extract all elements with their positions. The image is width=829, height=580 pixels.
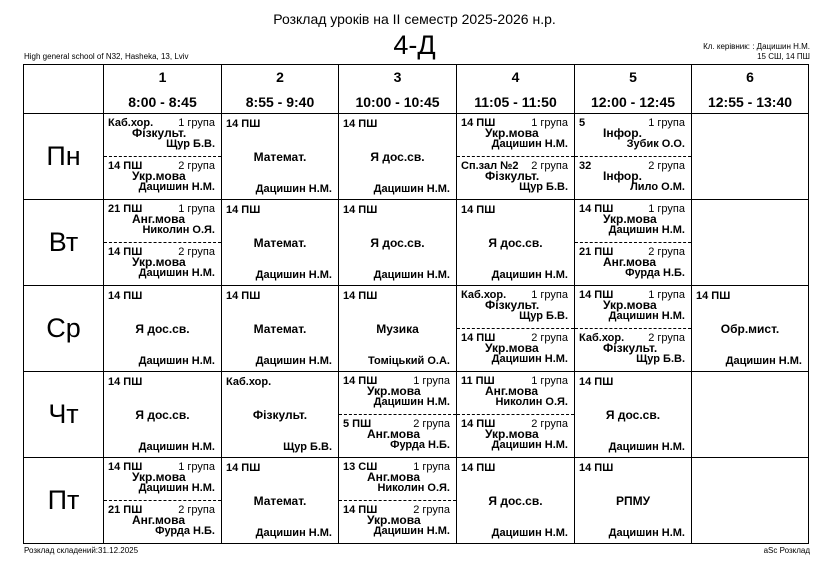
lesson-teacher: Фурда Н.Б. xyxy=(155,525,215,537)
lesson-subject: Анг.мова xyxy=(485,384,538,398)
lesson-room: 14 ПШ xyxy=(226,118,261,130)
period-number: 3 xyxy=(393,69,402,85)
lesson-teacher: Томіцький О.А. xyxy=(367,355,450,367)
period-time: 8:00 - 8:45 xyxy=(128,94,197,110)
lesson-subject: Укр.мова xyxy=(367,384,421,398)
lesson-subject: Я дос.св. xyxy=(370,236,425,250)
lesson-teacher: Дацишин Н.М. xyxy=(138,267,215,279)
lesson-teacher: Щур Б.В. xyxy=(166,138,215,150)
lesson-subject: Анг.мова xyxy=(367,470,420,484)
lesson-group: 1 група xyxy=(531,117,568,129)
period-header xyxy=(575,65,692,114)
lesson-subject: Математ. xyxy=(253,322,307,336)
lesson-group: 1 група xyxy=(413,461,450,473)
group-lesson xyxy=(104,157,221,199)
period-time: 11:05 - 11:50 xyxy=(474,94,557,110)
period-number: 6 xyxy=(746,69,754,85)
lesson-teacher: Фурда Н.Б. xyxy=(390,439,450,451)
lesson-group: 1 група xyxy=(648,117,685,129)
period-time: 8:55 - 9:40 xyxy=(245,94,315,110)
lesson-group: 1 група xyxy=(648,289,685,301)
lesson-room: 21 ПШ xyxy=(108,203,143,215)
lesson xyxy=(457,458,574,543)
lesson-room: 14 ПШ xyxy=(343,504,378,516)
group-lesson xyxy=(575,157,691,199)
lesson-room: 14 ПШ xyxy=(696,290,731,302)
lesson-group: 1 група xyxy=(178,117,215,129)
lesson-cell xyxy=(575,286,692,372)
school-name: High general school of N32, Hasheka, 13, Lviv xyxy=(24,52,189,61)
lesson-room: 14 ПШ xyxy=(461,117,496,129)
lesson-subject: Анг.мова xyxy=(603,255,656,269)
lesson-room: 14 ПШ xyxy=(108,246,143,258)
lesson-room: 14 ПШ xyxy=(461,332,496,344)
lesson-subject: РПМУ xyxy=(615,494,651,508)
lesson-subject: Я дос.св. xyxy=(488,236,543,250)
lesson-room: 32 xyxy=(579,160,592,172)
lesson-group: 1 група xyxy=(531,289,568,301)
lesson-teacher: Николин О.Я. xyxy=(142,224,215,236)
lesson-room: 14 ПШ xyxy=(579,376,614,388)
group-lesson xyxy=(339,458,456,501)
period-number: 1 xyxy=(158,69,167,85)
lesson-teacher: Дацишин Н.М. xyxy=(491,138,568,150)
lesson-subject: Укр.мова xyxy=(132,470,186,484)
lesson-group: 2 група xyxy=(648,160,685,172)
group-lesson xyxy=(457,286,574,329)
lesson xyxy=(339,200,456,285)
lesson-cell xyxy=(339,200,457,286)
lesson-teacher: Зубик О.О. xyxy=(626,138,685,150)
lesson-teacher: Дацишин Н.М. xyxy=(373,269,450,281)
lesson-room: 14 ПШ xyxy=(108,461,143,473)
lesson-room: 14 ПШ xyxy=(343,375,378,387)
period-number: 2 xyxy=(276,69,284,85)
group-lesson xyxy=(339,501,456,543)
lesson-subject: Я дос.св. xyxy=(135,408,190,422)
lesson-teacher: Дацишин Н.М. xyxy=(491,269,568,281)
corner-cell xyxy=(24,65,104,114)
day-label: Ср xyxy=(24,286,104,372)
lesson-cell xyxy=(692,458,809,544)
lesson-room: 14 ПШ xyxy=(226,462,261,474)
group-lesson xyxy=(104,501,221,543)
lesson-room: 14 ПШ xyxy=(226,290,261,302)
group-lesson xyxy=(457,114,574,157)
period-number: 5 xyxy=(629,69,637,85)
lesson-group: 2 група xyxy=(178,160,215,172)
lesson xyxy=(222,200,338,285)
lesson-cell xyxy=(222,200,339,286)
day-label: Чт xyxy=(24,372,104,458)
class-teacher-info xyxy=(703,42,810,62)
lesson-room: 14 ПШ xyxy=(461,418,496,430)
lesson-subject: Я дос.св. xyxy=(135,322,190,336)
lesson xyxy=(104,372,221,457)
lesson-group: 2 група xyxy=(413,418,450,430)
group-lesson xyxy=(575,243,691,285)
lesson xyxy=(339,114,456,199)
lesson-cell xyxy=(222,372,339,458)
period-time: 10:00 - 10:45 xyxy=(355,94,440,110)
day-row xyxy=(24,286,809,372)
day-row xyxy=(24,372,809,458)
lesson-room: 14 ПШ xyxy=(461,204,496,216)
group-lesson xyxy=(575,329,691,371)
lesson-room: 14 ПШ xyxy=(343,290,378,302)
lesson-subject: Музика xyxy=(376,322,419,336)
lesson-subject: Укр.мова xyxy=(485,341,539,355)
lesson-subject: Укр.мова xyxy=(603,212,657,226)
lesson-room: 14 ПШ xyxy=(226,204,261,216)
lesson xyxy=(104,286,221,371)
lesson-cell xyxy=(339,458,457,544)
lesson-room: 13 СШ xyxy=(343,461,378,473)
lesson-cell xyxy=(104,286,222,372)
lesson-room: Каб.хор. xyxy=(461,289,507,301)
lesson-subject: Інфор. xyxy=(603,126,642,140)
lesson-subject: Анг.мова xyxy=(132,513,185,527)
lesson-group: 2 група xyxy=(531,332,568,344)
lesson-cell xyxy=(104,372,222,458)
lesson-group: 1 група xyxy=(178,203,215,215)
lesson-subject: Фізкульт. xyxy=(485,169,540,183)
lesson-teacher: Щур Б.В. xyxy=(519,181,568,193)
lesson-cell xyxy=(457,458,575,544)
lesson-cell xyxy=(692,286,809,372)
lesson-teacher: Дацишин Н.М. xyxy=(608,441,685,453)
day-row xyxy=(24,114,809,200)
lesson-teacher: Николин О.Я. xyxy=(495,396,568,408)
lesson-teacher: Дацишин Н.М. xyxy=(373,396,450,408)
lesson-cell xyxy=(692,114,809,200)
lesson-group: 1 група xyxy=(178,461,215,473)
lesson-group: 1 група xyxy=(413,375,450,387)
lesson-subject: Фізкульт. xyxy=(485,298,540,312)
lesson-subject: Фізкульт. xyxy=(252,408,308,422)
lesson-room: 14 ПШ xyxy=(343,204,378,216)
lesson xyxy=(575,458,691,543)
period-number: 4 xyxy=(511,69,520,85)
lesson-teacher: Дацишин Н.М. xyxy=(608,310,685,322)
page-title: Розклад уроків на ІІ семестр 2025-2026 н.р. xyxy=(273,11,556,27)
lesson-teacher: Щур Б.В. xyxy=(283,441,332,453)
lesson-teacher: Дацишин Н.М. xyxy=(608,224,685,236)
lesson-group: 2 група xyxy=(413,504,450,516)
lesson-cell xyxy=(457,200,575,286)
lesson-teacher: Дацишин Н.М. xyxy=(725,355,802,367)
lesson-subject: Я дос.св. xyxy=(370,150,425,164)
lesson-teacher: Дацишин Н.М. xyxy=(255,355,332,367)
lesson-cell xyxy=(575,200,692,286)
lesson-cell xyxy=(222,458,339,544)
lesson-cell xyxy=(457,114,575,200)
lesson-subject: Укр.мова xyxy=(485,126,539,140)
lesson-teacher: Фурда Н.Б. xyxy=(625,267,685,279)
lesson-subject: Фізкульт. xyxy=(603,341,658,355)
lesson-subject: Я дос.св. xyxy=(605,408,661,422)
lesson-cell xyxy=(575,114,692,200)
created-date: Розклад складений:31.12.2025 xyxy=(24,546,139,555)
lesson-teacher: Дацишин Н.М. xyxy=(491,353,568,365)
lesson-room: 14 ПШ xyxy=(579,289,614,301)
lesson-room: Каб.хор. xyxy=(226,376,272,388)
lesson-cell xyxy=(575,458,692,544)
group-lesson xyxy=(575,114,691,157)
group-lesson xyxy=(575,200,691,243)
lesson-cell xyxy=(339,372,457,458)
lesson-teacher: Дацишин Н.М. xyxy=(373,525,450,537)
lesson-room: Каб.хор. xyxy=(108,117,154,129)
group-lesson xyxy=(457,157,574,199)
period-header-row xyxy=(24,65,809,114)
lesson-teacher: Щур Б.В. xyxy=(636,353,685,365)
lesson-room: 21 ПШ xyxy=(579,246,614,258)
day-row xyxy=(24,200,809,286)
lesson-teacher: Дацишин Н.М. xyxy=(373,183,450,195)
period-header xyxy=(222,65,339,114)
lesson xyxy=(339,286,456,371)
lesson-teacher: Лило О.М. xyxy=(630,181,685,193)
lesson-teacher: Дацишин Н.М. xyxy=(608,527,685,539)
lesson-subject: Укр.мова xyxy=(485,427,539,441)
lesson-teacher: Дацишин Н.М. xyxy=(255,183,332,195)
lesson-teacher: Дацишин Н.М. xyxy=(138,482,215,494)
class-name: 4-Д xyxy=(393,30,436,60)
class-rooms: 15 СШ, 14 ПШ xyxy=(757,52,810,61)
group-lesson xyxy=(457,372,574,415)
lesson-group: 2 група xyxy=(178,246,215,258)
lesson-cell xyxy=(575,372,692,458)
lesson xyxy=(222,286,338,371)
lesson-teacher: Дацишин Н.М. xyxy=(491,439,568,451)
lesson xyxy=(222,458,338,543)
group-lesson xyxy=(457,415,574,457)
lesson-room: 14 ПШ xyxy=(579,203,614,215)
app-credit: aSc Розклад xyxy=(763,546,810,555)
lesson-teacher: Дацишин Н.М. xyxy=(138,441,215,453)
lesson-subject: Математ. xyxy=(253,494,307,508)
lesson-group: 2 група xyxy=(648,332,685,344)
lesson-subject: Інфор. xyxy=(603,169,642,183)
lesson-group: 2 група xyxy=(648,246,685,258)
lesson-room: Сп.зал №2 xyxy=(461,160,519,172)
lesson xyxy=(457,200,574,285)
lesson-subject: Укр.мова xyxy=(132,169,186,183)
lesson-cell xyxy=(339,286,457,372)
group-lesson xyxy=(104,200,221,243)
lesson-group: 1 група xyxy=(648,203,685,215)
lesson-subject: Анг.мова xyxy=(367,427,420,441)
lesson-cell xyxy=(104,458,222,544)
lesson-room: 14 ПШ xyxy=(579,462,614,474)
lesson-cell xyxy=(104,114,222,200)
day-row xyxy=(24,458,809,544)
lesson-group: 2 група xyxy=(178,504,215,516)
lesson xyxy=(575,372,691,457)
lesson-room: Каб.хор. xyxy=(579,332,625,344)
lesson-cell xyxy=(339,114,457,200)
group-lesson xyxy=(104,243,221,285)
lesson-cell xyxy=(692,372,809,458)
lesson-room: 14 ПШ xyxy=(461,462,496,474)
lesson-teacher: Щур Б.В. xyxy=(519,310,568,322)
lesson-teacher: Николин О.Я. xyxy=(377,482,450,494)
period-header xyxy=(339,65,457,114)
lesson-subject: Укр.мова xyxy=(132,255,186,269)
lesson-room: 14 ПШ xyxy=(343,118,378,130)
lesson-cell xyxy=(457,372,575,458)
lesson-room: 21 ПШ xyxy=(108,504,143,516)
group-lesson xyxy=(339,372,456,415)
lesson xyxy=(222,114,338,199)
lesson-room: 11 ПШ xyxy=(461,375,495,387)
lesson-cell xyxy=(222,286,339,372)
day-label: Вт xyxy=(24,200,104,286)
lesson-subject: Укр.мова xyxy=(603,298,657,312)
lesson-teacher: Дацишин Н.М. xyxy=(255,527,332,539)
lesson-room: 14 ПШ xyxy=(108,160,143,172)
lesson-cell xyxy=(222,114,339,200)
group-lesson xyxy=(457,329,574,371)
period-header xyxy=(457,65,575,114)
group-lesson xyxy=(575,286,691,329)
lesson xyxy=(222,372,338,457)
lesson-room: 14 ПШ xyxy=(108,290,143,302)
lesson-cell xyxy=(692,200,809,286)
lesson xyxy=(692,286,808,371)
lesson-teacher: Дацишин Н.М. xyxy=(138,355,215,367)
lesson-teacher: Дацишин Н.М. xyxy=(138,181,215,193)
group-lesson xyxy=(104,458,221,501)
lesson-cell xyxy=(457,286,575,372)
lesson-subject: Обр.мист. xyxy=(720,322,780,336)
lesson-room: 14 ПШ xyxy=(108,376,143,388)
lesson-subject: Фізкульт. xyxy=(132,126,187,140)
lesson-group: 1 група xyxy=(531,375,568,387)
period-header xyxy=(104,65,222,114)
lesson-room: 5 xyxy=(579,117,586,129)
lesson-subject: Анг.мова xyxy=(132,212,185,226)
lesson-group: 2 група xyxy=(531,418,568,430)
day-label: Пт xyxy=(24,458,104,544)
period-header xyxy=(692,65,809,114)
lesson-cell xyxy=(104,200,222,286)
lesson-subject: Укр.мова xyxy=(367,513,421,527)
group-lesson xyxy=(104,114,221,157)
lesson-teacher: Дацишин Н.М. xyxy=(255,269,332,281)
period-time: 12:55 - 13:40 xyxy=(707,94,793,110)
lesson-subject: Я дос.св. xyxy=(488,494,543,508)
lesson-room: 5 ПШ xyxy=(343,418,372,430)
lesson-subject: Математ. xyxy=(253,236,307,250)
period-time: 12:00 - 12:45 xyxy=(590,94,676,110)
day-label: Пн xyxy=(24,114,104,200)
lesson-teacher: Дацишин Н.М. xyxy=(491,527,568,539)
group-lesson xyxy=(339,415,456,457)
lesson-subject: Математ. xyxy=(253,150,307,164)
timetable-grid xyxy=(23,64,809,544)
class-teacher: Кл. керівник: : Дацишин Н.М. xyxy=(703,42,810,51)
lesson-group: 2 група xyxy=(531,160,568,172)
